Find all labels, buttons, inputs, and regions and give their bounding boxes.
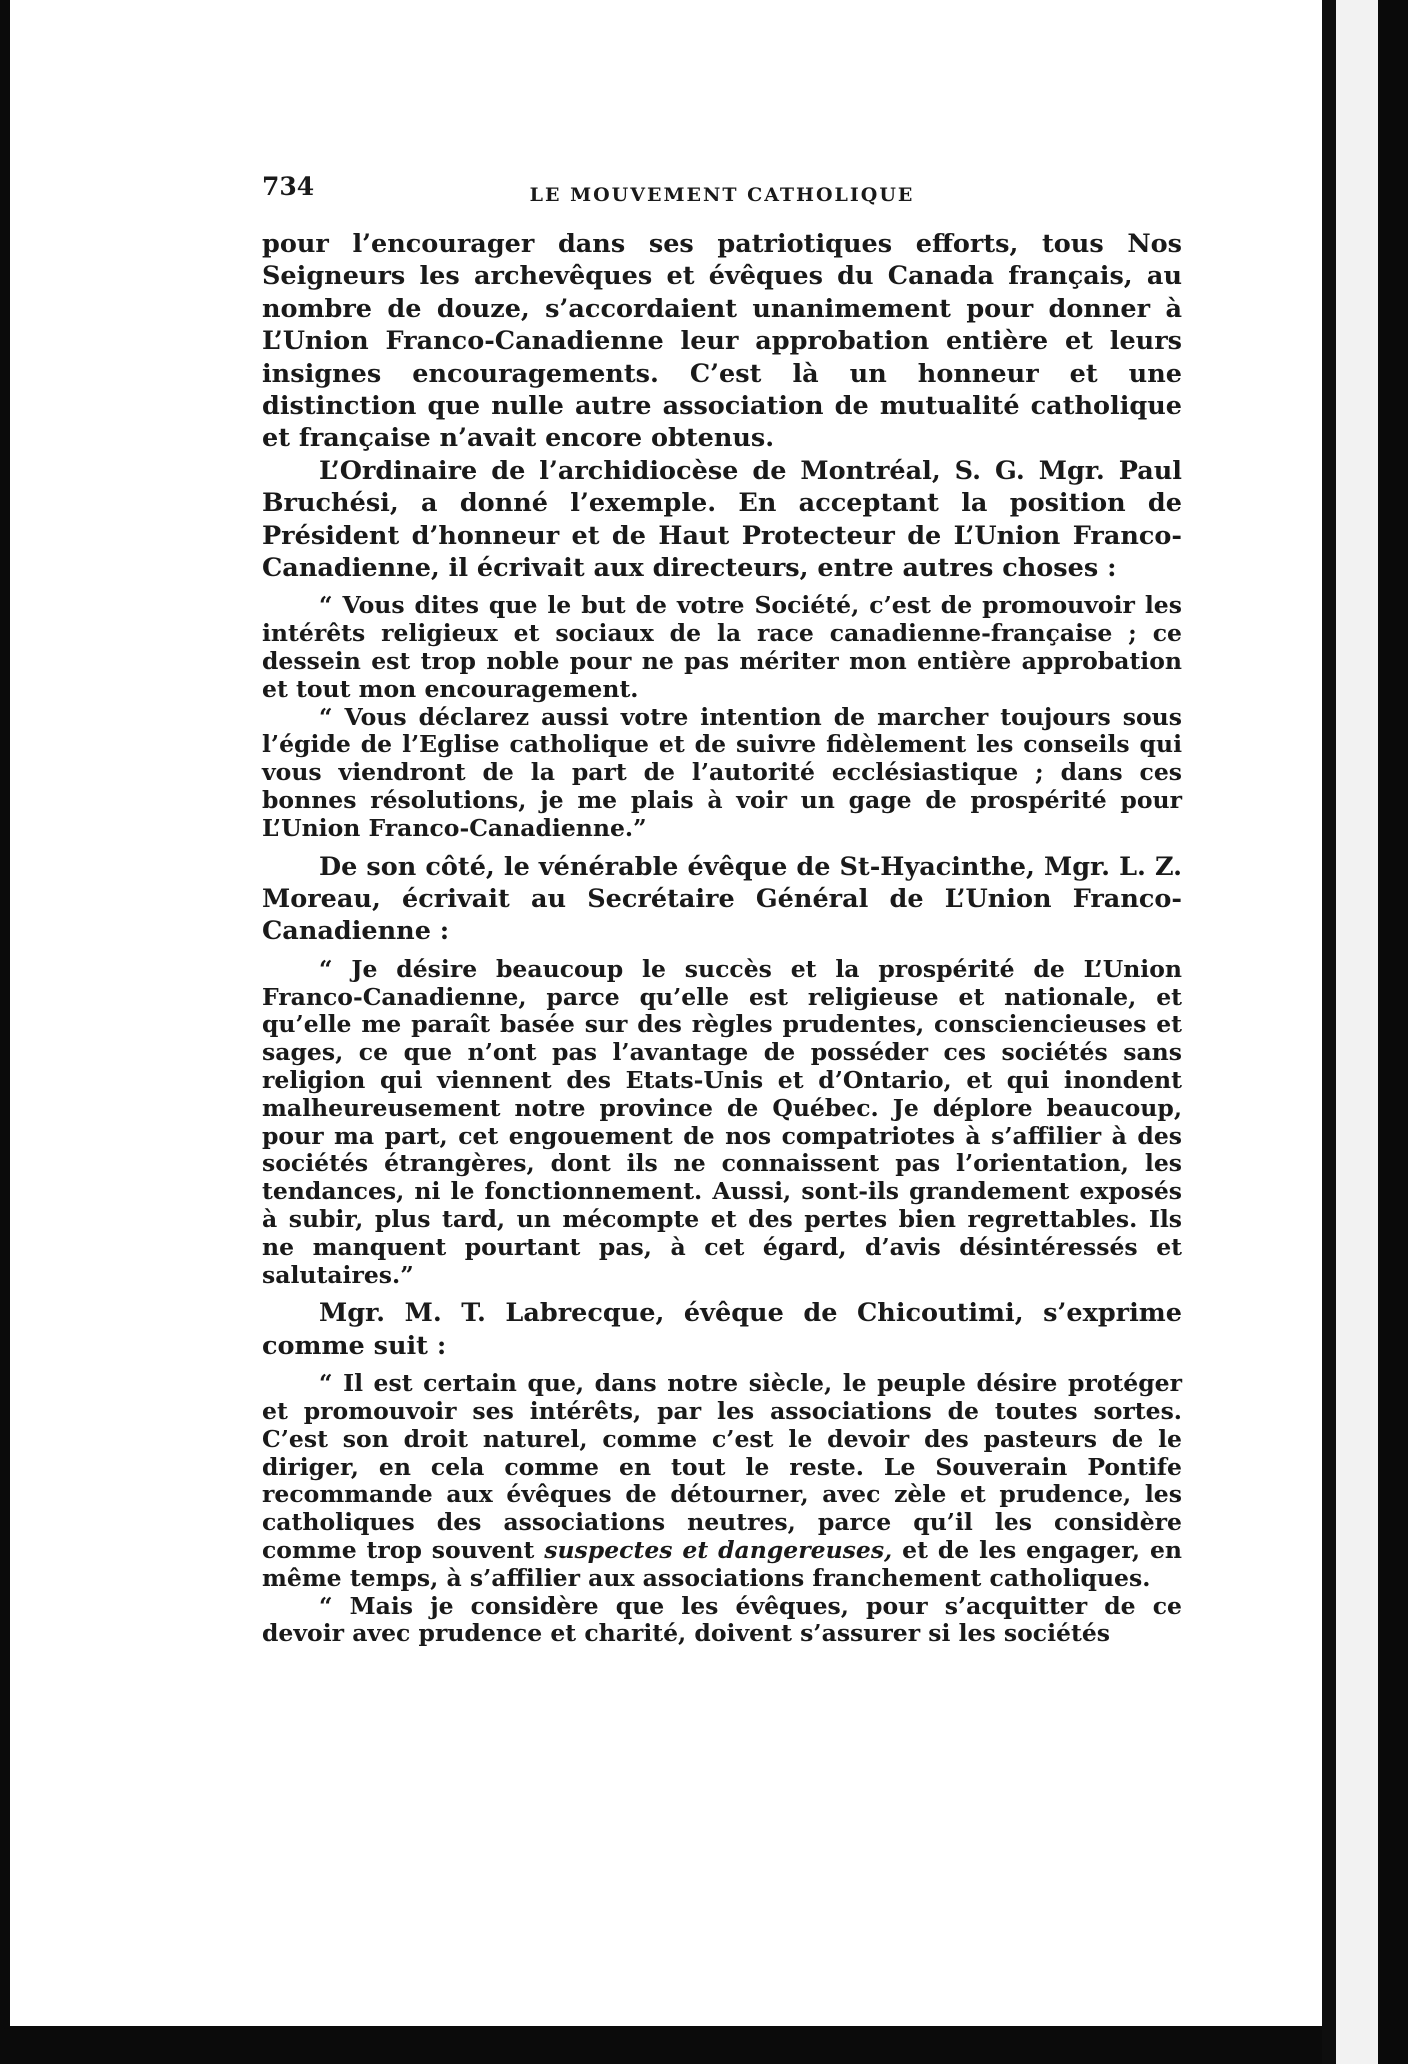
scan-border-right — [1378, 0, 1408, 2064]
quote-3a-end: et de les engager, en même temps, à s’affilier aux associations franchement catholiques. — [262, 1536, 1182, 1592]
page-number: 734 — [262, 172, 315, 201]
quote-3a-start: “ Il est certain que, dans notre siècle, le peuple désire protéger et promouvoir ses intérêts, par les associations de toutes sortes. C’est son droit naturel, comme c’est le devoir des pasteurs de le diriger, en cela comme en tout le reste. Le Souverain Pontife recommande aux évêques de détourner, avec zèle et prudence, les catholiques des associations neutres, parce qu’il les considère comme trop souvent — [262, 1369, 1182, 1565]
quote-1a: “ Vous dites que le but de votre Société, c’est de promouvoir les intérêts religieux et sociaux de la race canadienne-française ; ce dessein est trop noble pour ne pas mériter mon entière approbation et tout mon encouragement. — [262, 591, 1182, 703]
quote-3b: “ Mais je considère que les évêques, pour s’acquitter de ce devoir avec prudence et charité, doivent s’assurer si les sociétés — [262, 1591, 1182, 1648]
scan-border-bottom — [0, 2026, 1322, 2064]
paragraph-4: Mgr. M. T. Labrecque, évêque de Chicoutimi, s’exprime comme suit : — [262, 1298, 1182, 1361]
quote-labrecque — [262, 1370, 1182, 1648]
quote-bruchesi — [262, 592, 1182, 842]
scan-gutter-right — [1322, 0, 1336, 2064]
scan-border-left — [0, 0, 10, 2064]
quote-3a — [262, 1370, 1182, 1592]
running-head — [262, 172, 1182, 212]
book-page — [262, 172, 1182, 1648]
paragraph-2: L’Ordinaire de l’archidiocèse de Montréal, S. G. Mgr. Paul Bruchési, a donné l’exemple. En acceptant la position de Président d’honneur et de Haut Protecteur de L’Union Franco-Canadienne, il écrivait aux directeurs, entre autres choses : — [262, 455, 1182, 584]
quote-moreau — [262, 956, 1182, 1290]
quote-3a-italic: suspectes et dangereuses, — [544, 1536, 893, 1565]
quote-2: “ Je désire beaucoup le succès et la prospérité de L’Union Franco-Canadienne, parce qu’elle est religieuse et nationale, et qu’elle me paraît basée sur des règles prudentes, consciencieuses et sages, ce que n’ont pas l’avantage de posséder ces sociétés sans religion qui viennent des Etats-Unis et d’Ontario, et qui inondent malheureusement notre province de Québec. Je déplore beaucoup, pour ma part, cet engouement de nos compatriotes à s’affilier à des sociétés étrangères, dont ils ne connaissent pas l’orientation, les tendances, ni le fonctionnement. Aussi, sont-ils grandement exposés à subir, plus tard, un mécompte et des pertes bien regrettables. Ils ne manquent pourtant pas, à cet égard, d’avis désintéressés et salutaires.” — [262, 954, 1182, 1289]
paragraph-3: De son côté, le vénérable évêque de St-Hyacinthe, Mgr. L. Z. Moreau, écrivait au Secrétaire Général de L’Union Franco-Canadienne : — [262, 851, 1182, 947]
scan-next-page-edge — [1336, 0, 1378, 2064]
paragraph-1: pour l’encourager dans ses patriotiques efforts, tous Nos Seigneurs les archevêques et évêques du Canada français, au nombre de douze, s’accordaient unanimement pour donner à L’Union Franco-Canadienne leur approbation entière et leurs insignes encouragements. C’est là un honneur et une distinction que nulle autre association de mutualité catholique et française n’avait encore obtenus. — [262, 229, 1182, 454]
running-title: LE MOUVEMENT CATHOLIQUE — [529, 184, 915, 206]
quote-1b: “ Vous déclarez aussi votre intention de marcher toujours sous l’égide de l’Eglise catholique et de suivre fidèlement les conseils qui vous viendront de la part de l’autorité ecclésiastique ; dans ces bonnes résolutions, je me plais à voir un gage de prospérité pour L’Union Franco-Canadienne.” — [262, 702, 1182, 842]
